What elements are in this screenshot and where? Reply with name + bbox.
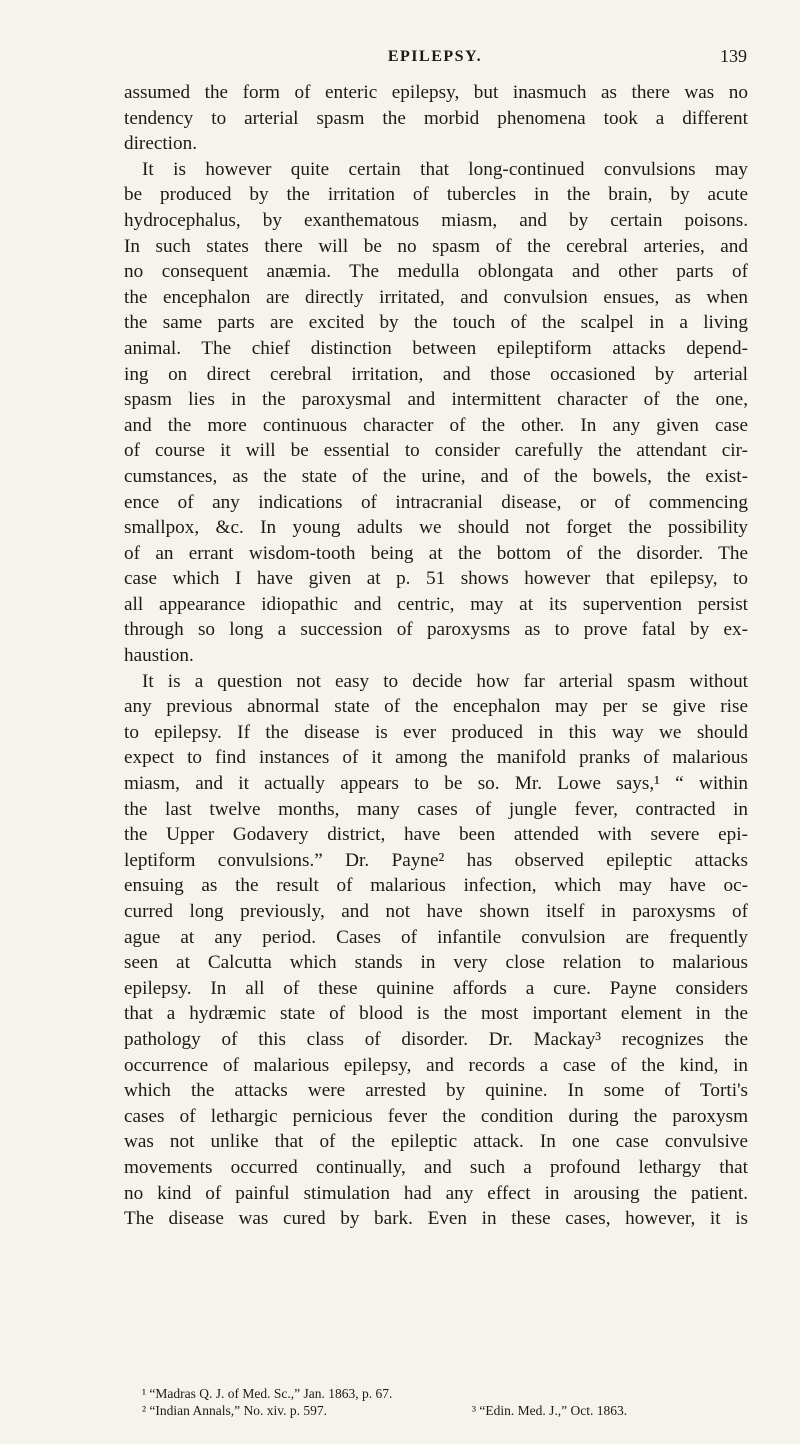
text-line: pathology of this class of disorder. Dr. Mackay³ recognizes the <box>124 1028 748 1050</box>
body-text <box>124 80 748 1232</box>
text-line: epilepsy. In all of these quinine affords a cure. Payne considers <box>124 977 748 999</box>
running-head: EPILEPSY. <box>387 48 483 65</box>
footnote-text: ³ “Edin. Med. J.,” Oct. 1863. <box>472 1403 628 1418</box>
text-line: of course it will be essential to consider carefully the attendant cir- <box>124 440 748 462</box>
text-line: no consequent anæmia. The medulla oblongata and other parts of <box>124 261 748 283</box>
text-line: which the attacks were arrested by quinine. In some of Torti's <box>124 1080 748 1102</box>
text-line: the Upper Godavery district, have been attended with severe epi- <box>124 824 748 846</box>
text-line: curred long previously, and not have shown itself in paroxysms of <box>124 901 748 922</box>
text-line: was not unlike that of the epileptic attack. In one case convulsive <box>124 1131 748 1153</box>
footnote-text: ¹ “Madras Q. J. of Med. Sc.,” Jan. 1863, p. 67. <box>142 1386 393 1401</box>
text-line: all appearance idiopathic and centric, may at its supervention persist <box>124 593 748 615</box>
text-line: ague at any period. Cases of infantile convulsion are frequently <box>124 926 748 948</box>
text-line: the last twelve months, many cases of jungle fever, contracted in <box>124 798 748 820</box>
text-line: be produced by the irritation of tubercles in the brain, by acute <box>124 184 748 206</box>
page-number: 139 <box>720 46 747 66</box>
text-line: The disease was cured by bark. Even in these cases, however, it is <box>124 1208 748 1230</box>
text-line: no kind of painful stimulation had any effect in arousing the patient. <box>124 1182 748 1204</box>
footnotes <box>142 1385 748 1419</box>
text-line: expect to find instances of it among the manifold pranks of malarious <box>124 747 748 769</box>
text-line: and the more continuous character of the other. In any given case <box>124 414 748 436</box>
text-line: miasm, and it actually appears to be so. Mr. Lowe says,¹ “ within <box>124 773 748 795</box>
text-line: direction. <box>124 133 197 155</box>
text-line: the same parts are excited by the touch of the scalpel in a living <box>124 312 748 334</box>
text-line: the encephalon are directly irritated, and convulsion ensues, as when <box>124 286 748 308</box>
text-line: tendency to arterial spasm the morbid phenomena took a different <box>124 107 748 129</box>
text-line: seen at Calcutta which stands in very close relation to malarious <box>124 952 748 974</box>
text-line: smallpox, &c. In young adults we should not forget the possibility <box>124 517 748 539</box>
footnote-line <box>142 1402 748 1419</box>
text-line: animal. The chief distinction between epileptiform attacks depend- <box>124 337 748 359</box>
text-line: cases of lethargic pernicious fever the condition during the paroxysm <box>124 1105 748 1127</box>
text-line: ing on direct cerebral irritation, and those occasioned by arterial <box>124 363 748 385</box>
footnote-line <box>142 1385 748 1402</box>
text-line: that a hydræmic state of blood is the most important element in the <box>124 1003 748 1025</box>
text-line: It is however quite certain that long-continued convulsions may <box>142 158 748 180</box>
text-line: assumed the form of enteric epilepsy, but inasmuch as there was no <box>124 82 748 103</box>
page-header <box>123 48 747 70</box>
text-line: movements occurred continually, and such a profound lethargy that <box>124 1156 748 1178</box>
text-line: cumstances, as the state of the urine, and of the bowels, the exist- <box>124 465 748 487</box>
text-line: through so long a succession of paroxysms as to prove fatal by ex- <box>124 619 748 641</box>
text-line: ence of any indications of intracranial disease, or of commencing <box>124 491 748 513</box>
text-line: leptiform convulsions.” Dr. Payne² has observed epileptic attacks <box>124 849 748 871</box>
text-line: to epilepsy. If the disease is ever produced in this way we should <box>124 721 748 743</box>
text-line: In such states there will be no spasm of the cerebral arteries, and <box>124 235 748 257</box>
footnote-text: ² “Indian Annals,” No. xiv. p. 597. <box>142 1403 328 1418</box>
text-line: hydrocephalus, by exanthematous miasm, and by certain poisons. <box>124 209 748 231</box>
text-line: spasm lies in the paroxysmal and intermittent character of the one, <box>124 389 748 411</box>
text-line: any previous abnormal state of the encephalon may per se give rise <box>124 696 748 718</box>
text-line: haustion. <box>124 645 194 667</box>
text-line: case which I have given at p. 51 shows however that epilepsy, to <box>124 568 748 590</box>
text-line: It is a question not easy to decide how far arterial spasm without <box>142 670 748 692</box>
text-line: ensuing as the result of malarious infection, which may have oc- <box>124 875 748 897</box>
text-line: of an errant wisdom-tooth being at the bottom of the disorder. The <box>124 542 748 564</box>
text-line: occurrence of malarious epilepsy, and records a case of the kind, in <box>124 1054 748 1076</box>
